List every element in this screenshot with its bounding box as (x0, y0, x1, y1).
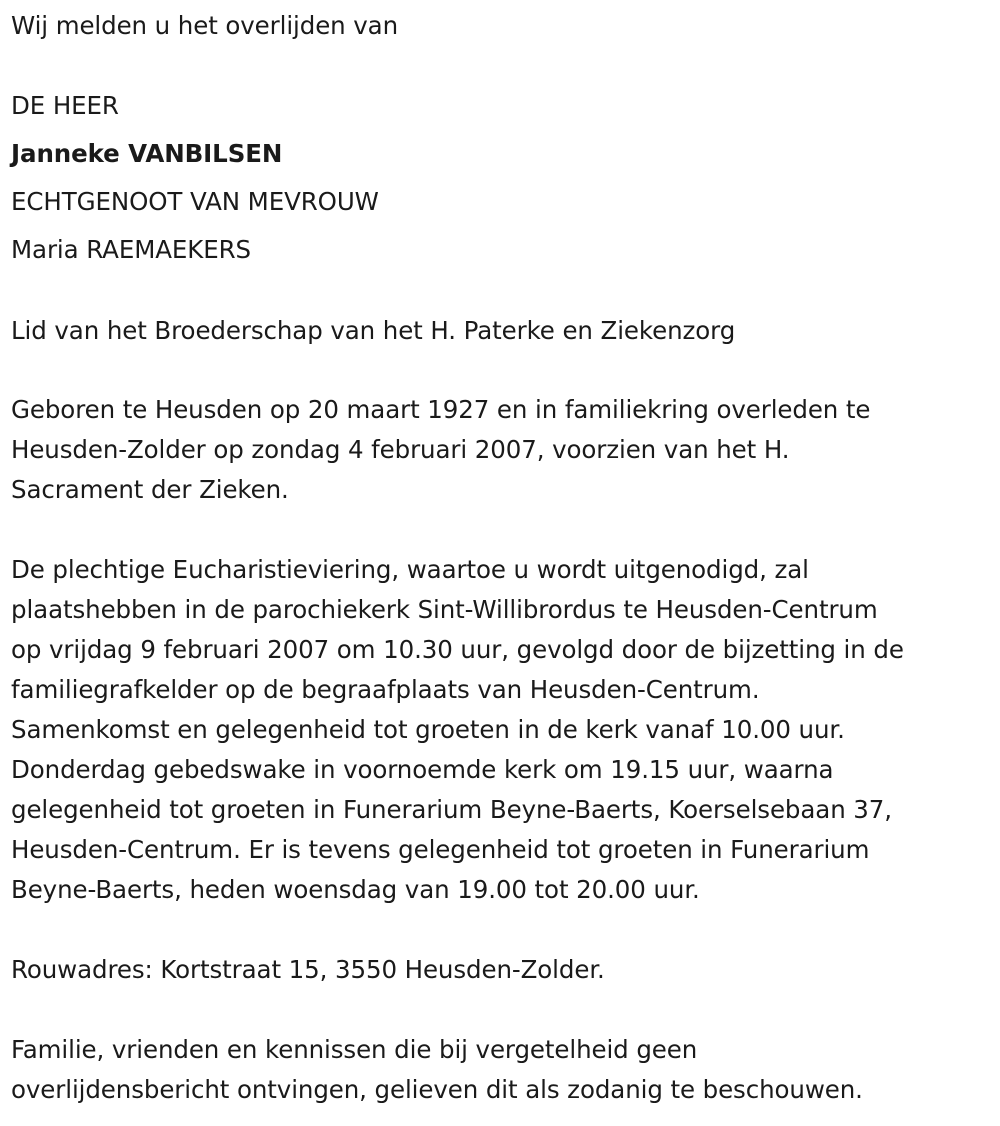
paragraph-line: familiegrafkelder op de begraafplaats van Heusden-Centrum. (11, 675, 760, 704)
paragraph-line: Heusden-Zolder op zondag 4 februari 2007, voorzien van het H. (11, 435, 790, 464)
intro-text: Wij melden u het overlijden van (11, 11, 399, 40)
mourning-address: Rouwadres: Kortstraat 15, 3550 Heusden-Zolder. (11, 955, 605, 984)
honorific-title: DE HEER (11, 91, 119, 120)
paragraph-line: gelegenheid tot groeten in Funerarium Beyne-Baerts, Koerselsebaan 37, (11, 795, 892, 824)
paragraph-line: Beyne-Baerts, heden woensdag van 19.00 tot 20.00 uur. (11, 875, 700, 904)
paragraph-line: Sacrament der Zieken. (11, 475, 289, 504)
paragraph-line: op vrijdag 9 februari 2007 om 10.30 uur, gevolgd door de bijzetting in de (11, 635, 904, 664)
paragraph-line: Geboren te Heusden op 20 maart 1927 en in familiekring overleden te (11, 395, 871, 424)
birth-death-paragraph (11, 390, 996, 510)
closing-paragraph (11, 1030, 996, 1110)
paragraph-line: overlijdensbericht ontvingen, gelieven dit als zodanig te beschouwen. (11, 1075, 863, 1104)
spouse-name: Maria RAEMAEKERS (11, 235, 252, 264)
paragraph-line: Heusden-Centrum. Er is tevens gelegenheid tot groeten in Funerarium (11, 835, 870, 864)
membership-text: Lid van het Broederschap van het H. Paterke en Ziekenzorg (11, 316, 736, 345)
paragraph-line: plaatshebben in de parochiekerk Sint-Willibrordus te Heusden-Centrum (11, 595, 878, 624)
paragraph-line: De plechtige Eucharistieviering, waartoe u wordt uitgenodigd, zal (11, 555, 809, 584)
paragraph-line: Donderdag gebedswake in voornoemde kerk om 19.15 uur, waarna (11, 755, 834, 784)
paragraph-line: Samenkomst en gelegenheid tot groeten in de kerk vanaf 10.00 uur. (11, 715, 845, 744)
ceremony-paragraph (11, 550, 996, 910)
paragraph-line: Familie, vrienden en kennissen die bij vergetelheid geen (11, 1035, 698, 1064)
deceased-name: Janneke VANBILSEN (11, 139, 283, 168)
spouse-label: ECHTGENOOT VAN MEVROUW (11, 187, 379, 216)
address-paragraph (11, 950, 996, 990)
